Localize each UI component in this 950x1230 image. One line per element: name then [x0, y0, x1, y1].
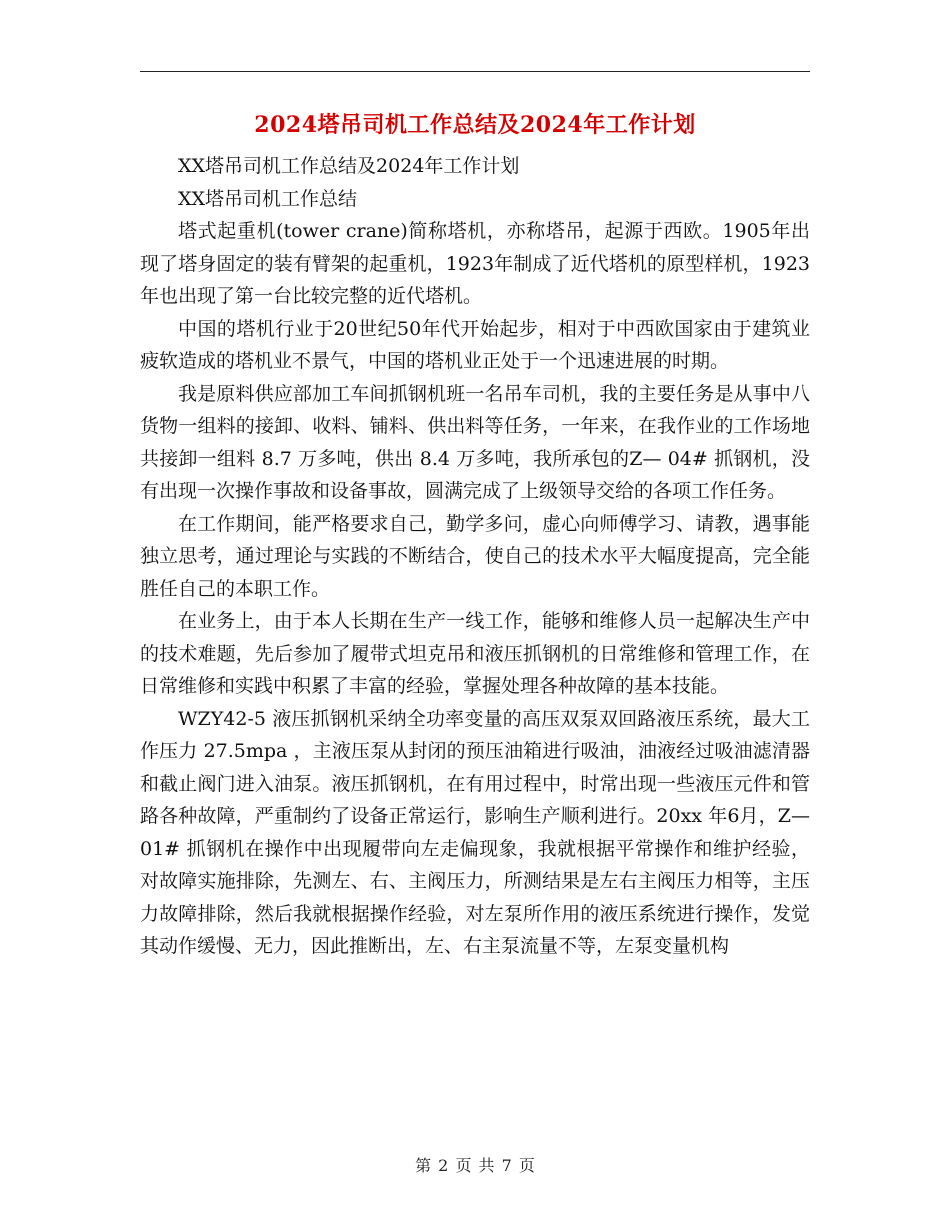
paragraph: 我是原料供应部加工车间抓钢机班一名吊车司机，我的主要任务是从事中八货物一组料的接卸、收料、铺料、供出料等任务，一年来，在我作业的工作场地共接卸一组料 8.7 万多吨，供出 8.4 万多吨，我所承包的Z— 04# 抓钢机，没有出现一次操作事故和设备事故，圆满完成了上级领导交给的各项工作任务。: [140, 382, 810, 502]
paragraph: 塔式起重机(tower crane)简称塔机，亦称塔吊，起源于西欧。1905年出现了塔身固定的装有臂架的起重机，1923年制成了近代塔机的原型样机，1923年也出现了第一台比较完整的近代塔机。: [140, 220, 810, 307]
paragraph: 在工作期间，能严格要求自己，勤学多问，虚心向师傅学习、请教，遇事能独立思考，通过理论与实践的不断结合，使自己的技术水平大幅度提高，完全能胜任自己的本职工作。: [140, 512, 810, 600]
document-body: [140, 150, 810, 963]
paragraph: XX塔吊司机工作总结: [178, 187, 358, 210]
paragraph: 在业务上，由于本人长期在生产一线工作，能够和维修人员一起解决生产中的技术难题，先后参加了履带式坦克吊和液压抓钢机的日常维修和管理工作，在日常维修和实践中积累了丰富的经验，掌握处理各种故障的基本技能。: [140, 610, 810, 697]
document-title: 2024塔吊司机工作总结及2024年工作计划: [254, 112, 696, 138]
paragraph: 中国的塔机行业于20世纪50年代开始起步，相对于中西欧国家由于建筑业疲软造成的塔机业不景气，中国的塔机业正处于一个迅速进展的时期。: [140, 317, 810, 372]
page-footer: 第 2 页 共 7 页: [415, 1156, 535, 1175]
paragraph: XX塔吊司机工作总结及2024年工作计划: [178, 155, 520, 177]
header-rule: [140, 71, 810, 72]
paragraph: WZY42-5 液压抓钢机采纳全功率变量的高压双泵双回路液压系统，最大工作压力 27.5mpa ，主液压泵从封闭的预压油箱进行吸油，油液经过吸油滤清器和截止阀门进入油泵。液压抓钢机，在有用过程中，时常出现一些液压元件和管路各种故障，严重制约了设备正常运行，影响生产顺利进行。20xx 年6月，Z—01# 抓钢机在操作中出现履带向左走偏现象，我就根据平常操作和维护经验，对故障实施排除，先测左、右、主阀压力，所测结果是左右主阀压力相等，主压力故障排除，然后我就根据操作经验，对左泵所作用的液压系统进行操作，发觉其动作缓慢、无力，因此推断出，左、右主泵流量不等，左泵变量机构: [140, 707, 810, 957]
